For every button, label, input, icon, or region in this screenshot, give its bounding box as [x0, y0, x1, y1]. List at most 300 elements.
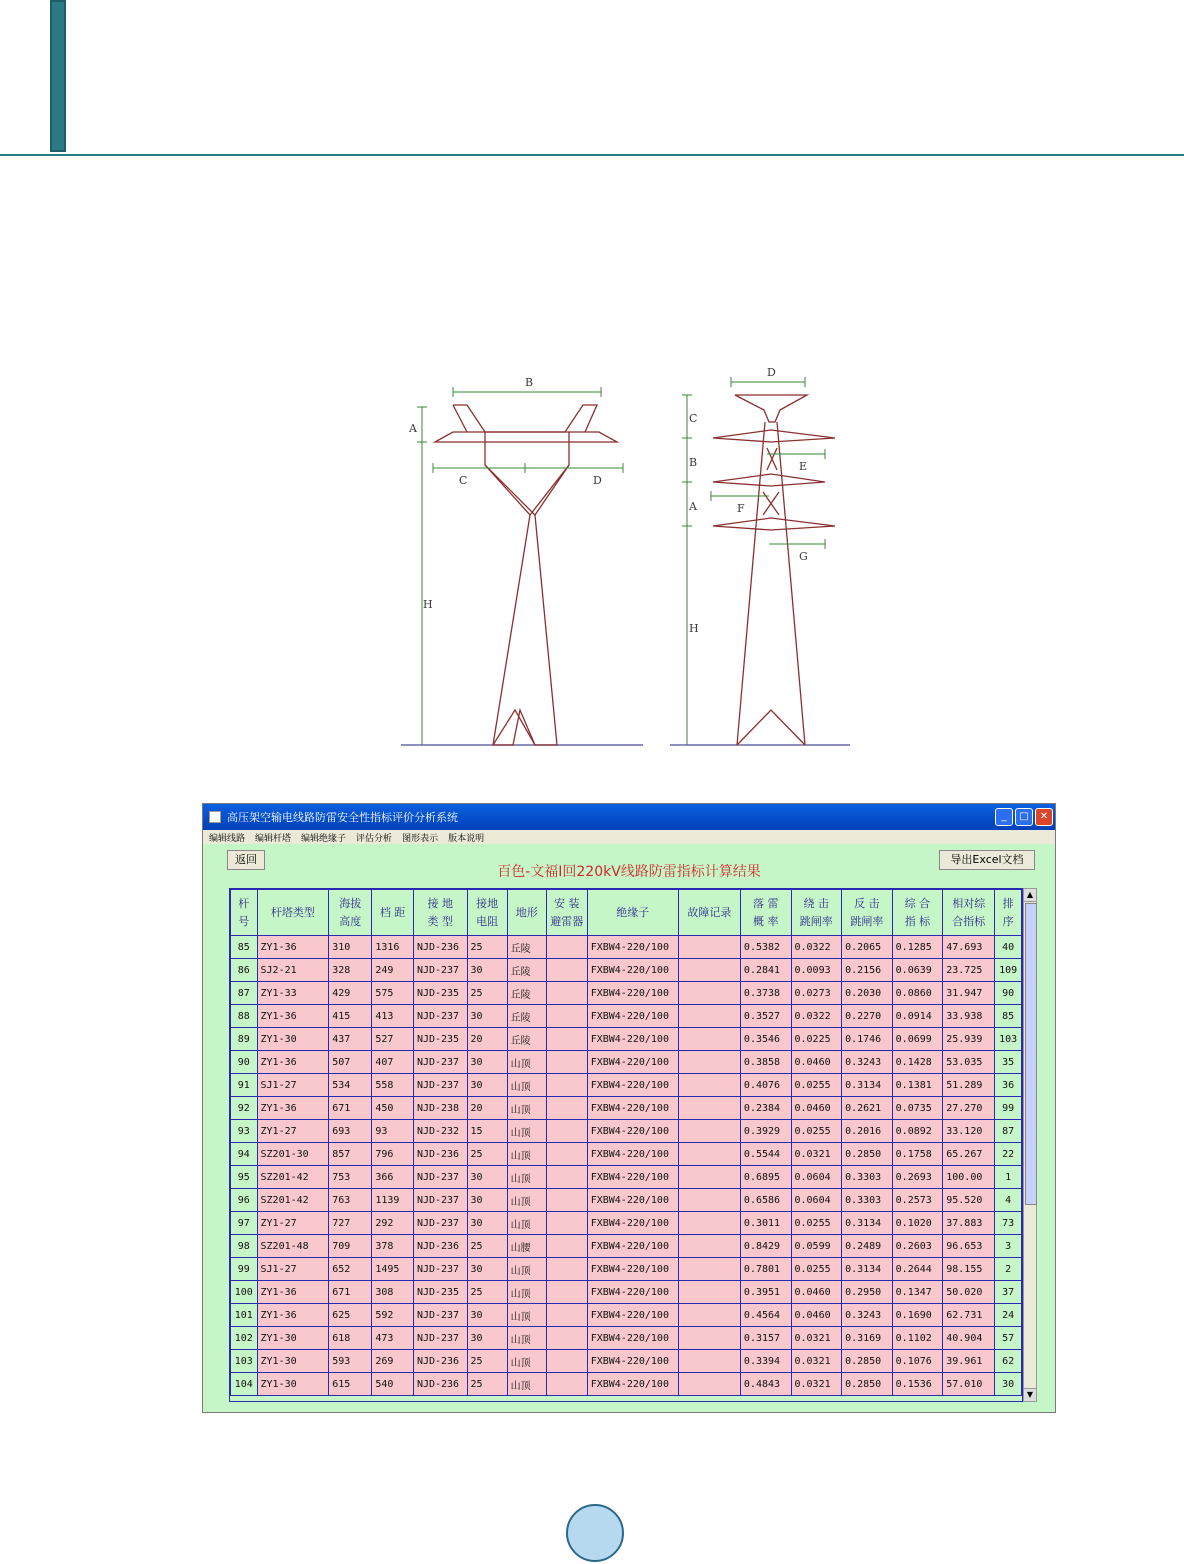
dim-label: A	[409, 422, 417, 435]
table-row[interactable]	[231, 1373, 1022, 1396]
table-cell: 25	[467, 982, 507, 1005]
table-cell: ZY1-36	[257, 1097, 329, 1120]
table-cell: 0.0322	[791, 936, 842, 959]
table-cell: 593	[329, 1350, 372, 1373]
table-cell: 763	[329, 1189, 372, 1212]
table-cell	[678, 1373, 740, 1396]
table-cell: NJD-236	[413, 1373, 467, 1396]
table-row[interactable]	[231, 1120, 1022, 1143]
table-cell: 3	[995, 1235, 1022, 1258]
table-cell: 104	[231, 1373, 258, 1396]
table-cell: 95.520	[943, 1189, 995, 1212]
table-cell: 30	[467, 959, 507, 982]
table-cell: NJD-235	[413, 982, 467, 1005]
table-cell: 山顶	[507, 1281, 546, 1304]
table-cell: 33.120	[943, 1120, 995, 1143]
table-cell: 0.1758	[892, 1143, 943, 1166]
table-cell: 0.4076	[740, 1074, 791, 1097]
table-cell: ZY1-30	[257, 1373, 329, 1396]
table-row[interactable]	[231, 1051, 1022, 1074]
table-cell	[546, 1097, 587, 1120]
table-cell: FXBW4-220/100	[587, 1005, 678, 1028]
table-cell: 796	[372, 1143, 414, 1166]
table-cell: 0.0599	[791, 1235, 842, 1258]
table-cell: 0.1381	[892, 1074, 943, 1097]
table-cell: 103	[995, 1028, 1022, 1051]
table-cell: 415	[329, 1005, 372, 1028]
table-cell: 592	[372, 1304, 414, 1327]
table-cell: 0.2841	[740, 959, 791, 982]
table-cell: 0.0322	[791, 1005, 842, 1028]
table-cell: ZY1-36	[257, 1281, 329, 1304]
table-cell: 山顶	[507, 1212, 546, 1235]
menu-item-edit-line[interactable]: 编辑线路	[209, 833, 246, 844]
table-cell: 0.4564	[740, 1304, 791, 1327]
table-cell: 22	[995, 1143, 1022, 1166]
table-cell: 0.0460	[791, 1051, 842, 1074]
table-cell: NJD-237	[413, 1166, 467, 1189]
table-cell	[678, 1281, 740, 1304]
table-cell: FXBW4-220/100	[587, 1074, 678, 1097]
table-cell: 102	[231, 1327, 258, 1350]
table-row[interactable]	[231, 1189, 1022, 1212]
table-cell: SJ1-27	[257, 1258, 329, 1281]
table-cell: 山顶	[507, 1051, 546, 1074]
table-cell: 0.0093	[791, 959, 842, 982]
table-cell: 1	[995, 1166, 1022, 1189]
table-cell: NJD-237	[413, 959, 467, 982]
table-row[interactable]	[231, 1166, 1022, 1189]
table-cell: 527	[372, 1028, 414, 1051]
table-cell	[678, 1005, 740, 1028]
table-cell: 0.3134	[842, 1258, 893, 1281]
dim-label: D	[767, 366, 776, 379]
close-icon[interactable]: ✕	[1035, 808, 1053, 826]
table-cell: 1139	[372, 1189, 414, 1212]
column-header: 反 击 跳闸率	[842, 890, 893, 936]
table-cell: 0.3134	[842, 1074, 893, 1097]
table-cell: 101	[231, 1304, 258, 1327]
table-cell: 0.0604	[791, 1189, 842, 1212]
table-cell: SZ201-48	[257, 1235, 329, 1258]
table-cell	[678, 1212, 740, 1235]
table-cell: NJD-237	[413, 1189, 467, 1212]
table-cell	[546, 1189, 587, 1212]
table-cell: 0.8429	[740, 1235, 791, 1258]
table-cell: 0.1020	[892, 1212, 943, 1235]
table-cell: 0.2016	[842, 1120, 893, 1143]
dim-label: D	[593, 474, 602, 487]
table-cell: 328	[329, 959, 372, 982]
table-cell	[678, 959, 740, 982]
menu-item-edit-tower[interactable]: 编辑杆塔	[255, 833, 292, 844]
table-cell: 85	[995, 1005, 1022, 1028]
table-cell	[546, 1143, 587, 1166]
table-cell	[678, 936, 740, 959]
table-cell	[546, 1212, 587, 1235]
table-cell: 27.270	[943, 1097, 995, 1120]
table-cell: 山顶	[507, 1327, 546, 1350]
table-cell: 0.3157	[740, 1327, 791, 1350]
dim-label: F	[737, 502, 745, 515]
table-cell	[546, 1120, 587, 1143]
table-row[interactable]	[231, 1304, 1022, 1327]
minimize-icon[interactable]: _	[995, 808, 1013, 826]
table-cell: 0.7801	[740, 1258, 791, 1281]
table-cell: 30	[467, 1005, 507, 1028]
table-cell: 0.1536	[892, 1373, 943, 1396]
table-cell: 50.020	[943, 1281, 995, 1304]
table-cell: 47.693	[943, 936, 995, 959]
scroll-up-icon[interactable]: ▲	[1024, 889, 1036, 902]
table-cell: ZY1-36	[257, 1005, 329, 1028]
table-cell: 857	[329, 1143, 372, 1166]
table-cell: NJD-235	[413, 1028, 467, 1051]
table-cell: NJD-236	[413, 1235, 467, 1258]
table-row[interactable]	[231, 982, 1022, 1005]
table-cell: 30	[467, 1166, 507, 1189]
table-cell: 25	[467, 1373, 507, 1396]
table-cell	[678, 1051, 740, 1074]
table-cell: 15	[467, 1120, 507, 1143]
table-cell: 413	[372, 1005, 414, 1028]
maximize-icon[interactable]: □	[1015, 808, 1033, 826]
table-cell: 0.0604	[791, 1166, 842, 1189]
table-cell: FXBW4-220/100	[587, 1051, 678, 1074]
table-cell: 丘陵	[507, 936, 546, 959]
table-cell: 73	[995, 1212, 1022, 1235]
dim-label: B	[689, 456, 698, 469]
column-header: 海拔 高度	[329, 890, 372, 936]
table-cell: 0.2065	[842, 936, 893, 959]
table-cell: 0.3134	[842, 1212, 893, 1235]
table-cell: FXBW4-220/100	[587, 1212, 678, 1235]
table-cell: 269	[372, 1350, 414, 1373]
table-cell: 0.1285	[892, 936, 943, 959]
table-cell: 310	[329, 936, 372, 959]
table-cell: 534	[329, 1074, 372, 1097]
table-cell: 625	[329, 1304, 372, 1327]
table-row[interactable]	[231, 936, 1022, 959]
table-cell: 山顶	[507, 1258, 546, 1281]
menu-item-graph[interactable]: 图形表示	[402, 833, 439, 844]
table-cell: 30	[467, 1258, 507, 1281]
table-row[interactable]	[231, 1281, 1022, 1304]
table-cell: 507	[329, 1051, 372, 1074]
column-header: 绕 击 跳闸率	[791, 890, 842, 936]
table-cell	[546, 1258, 587, 1281]
table-cell: 0.1690	[892, 1304, 943, 1327]
table-cell: 0.0321	[791, 1143, 842, 1166]
table-cell: 89	[231, 1028, 258, 1051]
table-cell: 85	[231, 936, 258, 959]
scroll-down-icon[interactable]: ▼	[1024, 1388, 1036, 1401]
table-cell: 山顶	[507, 1097, 546, 1120]
dim-label: H	[423, 598, 433, 611]
table-cell: 0.0892	[892, 1120, 943, 1143]
table-cell: ZY1-36	[257, 936, 329, 959]
table-cell: 91	[231, 1074, 258, 1097]
table-cell: SJ2-21	[257, 959, 329, 982]
table-cell: NJD-237	[413, 1005, 467, 1028]
table-cell: 36	[995, 1074, 1022, 1097]
table-cell: 30	[467, 1189, 507, 1212]
dim-label: H	[689, 622, 699, 635]
table-cell: 0.0255	[791, 1258, 842, 1281]
table-cell: 88	[231, 1005, 258, 1028]
table-cell: 473	[372, 1327, 414, 1350]
table-cell: NJD-237	[413, 1074, 467, 1097]
table-row[interactable]	[231, 1074, 1022, 1097]
table-cell: 0.2693	[892, 1166, 943, 1189]
page-number-circle	[566, 1504, 624, 1562]
table-cell: 709	[329, 1235, 372, 1258]
table-row[interactable]	[231, 1258, 1022, 1281]
table-cell: NJD-237	[413, 1304, 467, 1327]
table-cell: FXBW4-220/100	[587, 1350, 678, 1373]
table-cell	[546, 1051, 587, 1074]
table-cell: 25	[467, 1281, 507, 1304]
table-cell: 0.0321	[791, 1350, 842, 1373]
results-table-container	[229, 888, 1023, 1402]
table-cell: FXBW4-220/100	[587, 1143, 678, 1166]
table-cell: FXBW4-220/100	[587, 1028, 678, 1051]
dim-label: C	[689, 412, 698, 425]
table-cell	[546, 982, 587, 1005]
table-cell: 39.961	[943, 1350, 995, 1373]
table-cell: 0.3858	[740, 1051, 791, 1074]
table-row[interactable]	[231, 1028, 1022, 1051]
column-header: 安 装 避雷器	[546, 890, 587, 936]
dim-label: E	[799, 460, 808, 473]
table-cell: 671	[329, 1097, 372, 1120]
table-cell: 671	[329, 1281, 372, 1304]
table-cell: 98.155	[943, 1258, 995, 1281]
table-cell: 0.1076	[892, 1350, 943, 1373]
table-cell: 0.0699	[892, 1028, 943, 1051]
column-header: 相对综 合指标	[943, 890, 995, 936]
table-cell: 97	[231, 1212, 258, 1235]
table-cell: 0.3929	[740, 1120, 791, 1143]
table-cell: 51.289	[943, 1074, 995, 1097]
table-cell: 62.731	[943, 1304, 995, 1327]
table-cell: ZY1-27	[257, 1120, 329, 1143]
table-row[interactable]	[231, 1212, 1022, 1235]
table-cell: FXBW4-220/100	[587, 1120, 678, 1143]
column-header: 落 雷 概 率	[740, 890, 791, 936]
header-rule	[0, 154, 1184, 156]
table-cell: 33.938	[943, 1005, 995, 1028]
table-cell: FXBW4-220/100	[587, 1097, 678, 1120]
table-cell: 0.3527	[740, 1005, 791, 1028]
table-cell: 0.0914	[892, 1005, 943, 1028]
table-cell: 20	[467, 1028, 507, 1051]
table-cell: 0.0255	[791, 1074, 842, 1097]
results-title: 百色-文福Ⅰ回220kV线路防雷指标计算结果	[497, 864, 761, 880]
table-cell: 652	[329, 1258, 372, 1281]
table-cell: 100.00	[943, 1166, 995, 1189]
table-cell: 25.939	[943, 1028, 995, 1051]
table-cell	[678, 1350, 740, 1373]
table-cell: 山顶	[507, 1350, 546, 1373]
column-header: 综 合 指 标	[892, 890, 943, 936]
table-cell: 292	[372, 1212, 414, 1235]
table-cell: 96	[231, 1189, 258, 1212]
table-cell	[678, 1074, 740, 1097]
vertical-scrollbar[interactable]	[1023, 888, 1037, 1402]
table-cell: 0.2156	[842, 959, 893, 982]
window-titlebar[interactable]	[203, 804, 1055, 830]
table-cell: 30	[467, 1327, 507, 1350]
table-cell: 0.0225	[791, 1028, 842, 1051]
scroll-thumb[interactable]	[1025, 903, 1037, 1205]
table-cell: ZY1-36	[257, 1051, 329, 1074]
results-table	[230, 889, 1022, 1396]
table-cell: 450	[372, 1097, 414, 1120]
table-cell	[678, 1097, 740, 1120]
table-cell: 0.2270	[842, 1005, 893, 1028]
table-cell: 0.0860	[892, 982, 943, 1005]
table-cell	[546, 936, 587, 959]
table-cell: 1316	[372, 936, 414, 959]
table-cell: 0.3951	[740, 1281, 791, 1304]
table-cell: FXBW4-220/100	[587, 1258, 678, 1281]
table-cell: ZY1-36	[257, 1304, 329, 1327]
table-cell: ZY1-30	[257, 1028, 329, 1051]
table-cell: NJD-236	[413, 1350, 467, 1373]
table-cell: FXBW4-220/100	[587, 959, 678, 982]
menu-item-evaluate[interactable]: 评估分析	[356, 833, 393, 844]
table-cell: 1495	[372, 1258, 414, 1281]
table-cell: 0.0735	[892, 1097, 943, 1120]
table-row[interactable]	[231, 1327, 1022, 1350]
table-cell: 0.6895	[740, 1166, 791, 1189]
table-cell	[546, 1166, 587, 1189]
table-cell	[546, 1327, 587, 1350]
table-row[interactable]	[231, 1143, 1022, 1166]
table-row[interactable]	[231, 1235, 1022, 1258]
table-cell: 30	[467, 1212, 507, 1235]
table-cell: 0.2384	[740, 1097, 791, 1120]
back-button[interactable]: 返回	[227, 850, 265, 870]
table-cell: 0.0460	[791, 1304, 842, 1327]
table-cell: 0.2489	[842, 1235, 893, 1258]
dim-label: G	[799, 550, 808, 563]
table-cell	[546, 1350, 587, 1373]
table-cell: 0.0321	[791, 1373, 842, 1396]
table-cell	[546, 1373, 587, 1396]
table-row[interactable]	[231, 959, 1022, 982]
table-cell: 丘陵	[507, 959, 546, 982]
table-cell: 20	[467, 1097, 507, 1120]
column-header: 排 序	[995, 890, 1022, 936]
table-cell: 109	[995, 959, 1022, 982]
table-row[interactable]	[231, 1005, 1022, 1028]
table-cell: NJD-237	[413, 1212, 467, 1235]
column-header: 档 距	[372, 890, 414, 936]
table-cell: 87	[231, 982, 258, 1005]
table-cell: 100	[231, 1281, 258, 1304]
menu-bar	[203, 830, 1055, 844]
table-cell	[546, 959, 587, 982]
table-cell: ZY1-27	[257, 1212, 329, 1235]
table-cell: 99	[995, 1097, 1022, 1120]
table-cell: 40.904	[943, 1327, 995, 1350]
tower-figure	[395, 360, 865, 760]
table-cell	[678, 1327, 740, 1350]
table-cell: 25	[467, 936, 507, 959]
table-cell: 615	[329, 1373, 372, 1396]
table-cell: 62	[995, 1350, 1022, 1373]
table-cell: 575	[372, 982, 414, 1005]
table-cell: SJ1-27	[257, 1074, 329, 1097]
menu-item-edit-insulator[interactable]: 编辑绝缘子	[301, 833, 347, 844]
table-cell: 0.0255	[791, 1120, 842, 1143]
export-excel-button[interactable]: 导出Excel文档	[939, 850, 1035, 870]
table-row[interactable]	[231, 1097, 1022, 1120]
table-cell	[678, 1258, 740, 1281]
table-cell	[546, 1304, 587, 1327]
table-cell: NJD-232	[413, 1120, 467, 1143]
table-cell: SZ201-42	[257, 1189, 329, 1212]
table-cell: 92	[231, 1097, 258, 1120]
table-cell: 0.2644	[892, 1258, 943, 1281]
table-cell: 丘陵	[507, 982, 546, 1005]
table-cell: 558	[372, 1074, 414, 1097]
table-cell: 23.725	[943, 959, 995, 982]
column-header: 故障记录	[678, 890, 740, 936]
table-cell: 0.0639	[892, 959, 943, 982]
table-cell: 30	[467, 1074, 507, 1097]
table-cell: 山顶	[507, 1166, 546, 1189]
table-cell	[546, 1074, 587, 1097]
table-cell: 65.267	[943, 1143, 995, 1166]
table-cell: 24	[995, 1304, 1022, 1327]
table-cell	[678, 1189, 740, 1212]
column-header: 杆 号	[231, 890, 258, 936]
table-cell: 53.035	[943, 1051, 995, 1074]
table-row[interactable]	[231, 1350, 1022, 1373]
table-cell: 30	[995, 1373, 1022, 1396]
table-cell: 山顶	[507, 1143, 546, 1166]
table-cell: 丘陵	[507, 1005, 546, 1028]
table-cell: 0.2621	[842, 1097, 893, 1120]
table-cell	[678, 1304, 740, 1327]
app-window	[202, 803, 1056, 1413]
window-title: 高压架空输电线路防雷安全性指标评价分析系统	[227, 811, 458, 824]
table-cell: 93	[231, 1120, 258, 1143]
table-cell: 山腰	[507, 1235, 546, 1258]
table-cell: 山顶	[507, 1120, 546, 1143]
table-cell	[546, 1235, 587, 1258]
table-cell: 0.6586	[740, 1189, 791, 1212]
table-cell: 0.5382	[740, 936, 791, 959]
table-cell: 0.5544	[740, 1143, 791, 1166]
table-cell: 429	[329, 982, 372, 1005]
table-cell	[678, 1143, 740, 1166]
table-cell: 90	[995, 982, 1022, 1005]
table-cell: 0.0321	[791, 1327, 842, 1350]
table-cell: 0.4843	[740, 1373, 791, 1396]
table-cell: 0.1347	[892, 1281, 943, 1304]
table-cell: 丘陵	[507, 1028, 546, 1051]
menu-item-version[interactable]: 版本说明	[448, 833, 485, 844]
table-cell: 753	[329, 1166, 372, 1189]
table-cell: 99	[231, 1258, 258, 1281]
table-cell: 90	[231, 1051, 258, 1074]
table-cell: 37.883	[943, 1212, 995, 1235]
table-cell: 0.0273	[791, 982, 842, 1005]
